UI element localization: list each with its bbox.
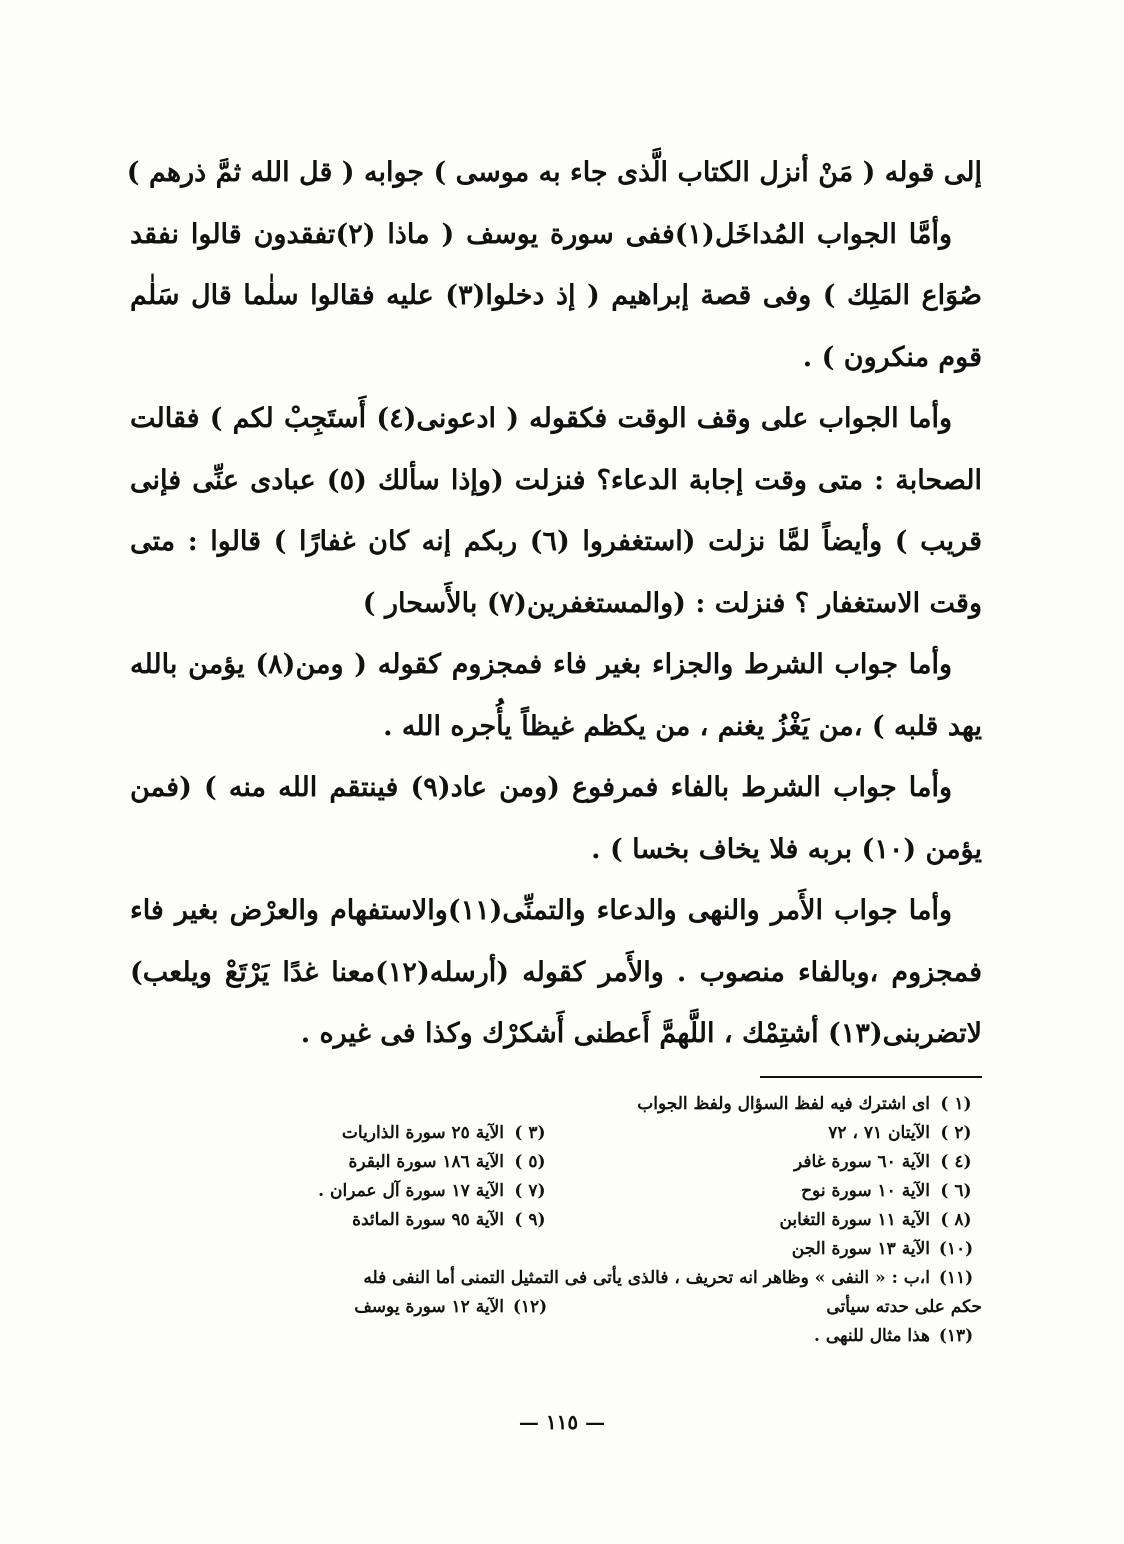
footnote-number: (٦ ) bbox=[940, 1181, 972, 1201]
footnote-text: الآية ١٠ سورة نوح bbox=[801, 1181, 930, 1201]
text-line: وأما جواب الشرط والجزاء بغير فاء فمجزوم كقوله ( ومن(٨) يؤمن بالله bbox=[130, 649, 953, 680]
footnote-row bbox=[130, 1322, 982, 1351]
main-text bbox=[126, 142, 983, 1065]
footnote-number: (٢ ) bbox=[940, 1123, 972, 1143]
footnote-cell bbox=[556, 1293, 982, 1322]
footnote-cell bbox=[130, 1119, 556, 1148]
footnote-number: (٣ ) bbox=[514, 1123, 546, 1143]
footnote-cell bbox=[556, 1206, 982, 1235]
text-line: قوم منكرون ) . bbox=[802, 341, 982, 373]
footnote-text: الآية ١٨٦ سورة البقرة bbox=[348, 1152, 504, 1172]
text-line: الصحابة : متى وقت إجابة الدعاء؟ فنزلت (وإذا سألك (٥) عبادى عنِّى فإنى bbox=[130, 464, 983, 496]
text-line: صُوَاع المَلِك ) وفى قصة إبراهيم ( إذ دخلوا(٣) عليه فقالوا سلٰما قال سَلٰم bbox=[130, 280, 983, 311]
footnote-row bbox=[130, 1177, 982, 1206]
footnote-row bbox=[130, 1206, 982, 1235]
text-line: يهد قلبه ) ،من يَغْزُ يغنم ، من يكظم غيظاً يأُجره الله . bbox=[383, 710, 982, 742]
footnote-number: (٤ ) bbox=[940, 1152, 972, 1172]
footnote-text: الآية ٢٥ سورة الذاريات bbox=[341, 1123, 504, 1143]
footnote-number: (٩ ) bbox=[514, 1210, 546, 1230]
text-line: فمجزوم ،وبالفاء منصوب . والأَمر كقوله (أرسله(١٢)معنا غدًا يَرْتَعْ ويلعب) bbox=[130, 956, 982, 988]
text-line: لاتضربنى(١٣) أشتِمْك ، اللَّهمَّ أَعطنى أَشكرْك وكذا فى غيره . bbox=[300, 1018, 982, 1049]
text-line: يؤمن (١٠) بربه فلا يخاف بخسا ) . bbox=[591, 833, 982, 865]
footnote-cell bbox=[130, 1177, 556, 1206]
footnote-row bbox=[130, 1293, 982, 1322]
page-number: — ١١٥ — bbox=[518, 1410, 606, 1434]
footnote-row bbox=[130, 1235, 982, 1264]
footnote-cell bbox=[556, 1119, 982, 1148]
footnote-row bbox=[130, 1264, 982, 1293]
footnote-cell bbox=[130, 1293, 556, 1322]
footnote-number: (٨ ) bbox=[940, 1210, 972, 1230]
footnote-text: حكم على حدته سيأتى bbox=[826, 1297, 982, 1317]
footnote-text: الآية ١٣ سورة الجن bbox=[791, 1239, 930, 1259]
footnote-number: (١ ) bbox=[940, 1094, 972, 1114]
text-line: إلى قوله ( مَنْ أنزل الكتاب الَّذى جاء به موسى ) جوابه ( قل الله ثمَّ ذرهم ) bbox=[126, 157, 982, 188]
footnote-text: هذا مثال للنهى . bbox=[814, 1326, 930, 1346]
footnotes bbox=[130, 1090, 982, 1351]
footnote-text: اى اشترك فيه لفظ السؤال ولفظ الجواب bbox=[637, 1094, 930, 1114]
footnote-text: الآية ١٧ سورة آل عمران . bbox=[318, 1181, 504, 1201]
footnote-text: الآية ١٢ سورة يوسف bbox=[354, 1297, 504, 1317]
footnote-text: الآيتان ٧١ ، ٧٢ bbox=[828, 1123, 930, 1143]
text-line: وأمَّا الجواب المُداخَل(١)ففى سورة يوسف ( ماذا (٢)تفقدون قالوا نفقد bbox=[130, 218, 952, 250]
footnote-row bbox=[130, 1148, 982, 1177]
footnote-number: (١٣) bbox=[938, 1326, 974, 1346]
footnote-cell bbox=[556, 1177, 982, 1206]
text-line: قريب ) وأيضاً لمَّا نزلت (استغفروا (٦) ربكم إنه كان غفارًا ) قالوا : متى bbox=[130, 526, 982, 557]
footnote-number: (١٠) bbox=[938, 1239, 974, 1259]
footnote-separator bbox=[760, 1076, 982, 1078]
footnote-text: الآية ١١ سورة التغابن bbox=[779, 1210, 930, 1230]
footnote-cell bbox=[556, 1148, 982, 1177]
footnote-text: ا،ب : « النفى » وظاهر انه تحريف ، فالذى يأتى فى التمثيل التمنى أما النفى فله bbox=[363, 1268, 930, 1288]
footnote-number: (٥ ) bbox=[514, 1152, 546, 1172]
footnote-number: (١١) bbox=[938, 1268, 974, 1288]
footnote-cell bbox=[130, 1148, 556, 1177]
text-line: وأما جواب الشرط بالفاء فمرفوع (ومن عاد(٩) فينتقم الله منه ) (فمن bbox=[130, 772, 952, 803]
footnote-cell bbox=[130, 1206, 556, 1235]
footnote-row bbox=[130, 1090, 982, 1119]
text-line: وأما الجواب على وقف الوقت فكقوله ( ادعونى(٤) أَستَجِبْ لكم ) فقالت bbox=[130, 403, 953, 434]
footnote-number: (٧ ) bbox=[514, 1181, 546, 1201]
footnote-text: الآية ٩٥ سورة المائدة bbox=[352, 1210, 504, 1230]
footnote-row bbox=[130, 1119, 982, 1148]
text-line: وقت الاستغفار ؟ فنزلت : (والمستغفرين(٧) بالأَسحار ) bbox=[362, 587, 982, 619]
footnote-number: (١٢) bbox=[512, 1297, 548, 1317]
text-line: وأما جواب الأَمر والنهى والدعاء والتمنِّى(١١)والاستفهام والعرْض بغير فاء bbox=[130, 895, 952, 926]
footnote-text: الآية ٦٠ سورة غافر bbox=[793, 1152, 930, 1172]
